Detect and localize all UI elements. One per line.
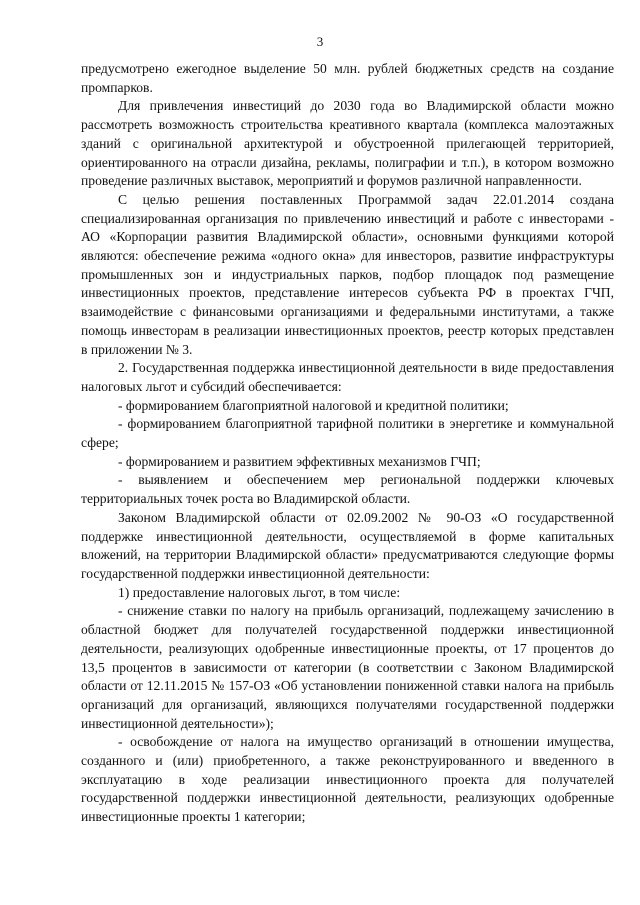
paragraph: 2. Государственная поддержка инвестиционной деятельности в виде предоставления налоговых льгот и субсидий обеспечивается: xyxy=(81,360,614,394)
paragraph: - снижение ставки по налогу на прибыль организаций, подлежащему зачислению в областной бюджет для получателей государственной поддержки инвестиционной деятельности, реализующих одобренные инвестиционные проекты, от 17 процентов до 13,5 процентов в зависимости от категории (в соответствии с Законом Владимирской области от 12.11.2015 № 157-ОЗ «Об установлении пониженной ставки налога на прибыль организаций для организаций, являющихся получателями государственной поддержки инвестиционной деятельности»); xyxy=(81,603,614,731)
paragraph: - выявлением и обеспечением мер региональной поддержки ключевых территориальных точек роста во Владимирской области. xyxy=(81,472,614,507)
paragraph: предусмотрено ежегодное выделение 50 млн. рублей бюджетных средств на создание промпарков. xyxy=(81,61,614,95)
paragraph: 1) предоставление налоговых льгот, в том числе: xyxy=(118,584,401,600)
paragraph: - формированием благоприятной тарифной политики в энергетике и коммунальной сфере; xyxy=(81,416,614,451)
paragraph: - формированием и развитием эффективных механизмов ГЧП; xyxy=(118,453,481,469)
paragraph: С целью решения поставленных Программой задач 22.01.2014 создана специализированная организация по привлечению инвестиций и работе с инвесторами - АО «Корпорации развития Владимирской области», основными функциями которой являются: обеспечение режима «одного окна» для инвесторов, развитие инфраструктуры промышленных зон и индустриальных парков, подбор площадок под размещение инвестиционных проектов, представление интересов субъекта РФ в проектах ГЧП, взаимодействие с финансовыми организациями и федеральными институтами, а также помощь инвесторам в реализации инвестиционных проектов, реестр которых представлен в приложении № 3. xyxy=(81,191,614,357)
paragraph: Для привлечения инвестиций до 2030 года во Владимирской области можно рассмотреть возможность строительства креативного квартала (комплекса малоэтажных зданий с оригинальной архитектурой и обустроенной прилегающей территорией, ориентированного на отрасли дизайна, рекламы, полиграфии и т.п.), в котором возможно проведение различных выставок, мероприятий и форумов различной направленности. xyxy=(81,98,614,189)
paragraph: - формированием благоприятной налоговой и кредитной политики; xyxy=(118,397,509,413)
page-number: 3 xyxy=(316,34,324,49)
paragraph: - освобождение от налога на имущество организаций в отношении имущества, созданного и (или) приобретенного, а также реконструированного и введенного в эксплуатацию в ходе реализации инвестиционного проекта для получателей государственной поддержки инвестиционной деятельности, реализующих одобренные инвестиционные проекты 1 категории; xyxy=(81,734,614,825)
text-body xyxy=(81,60,614,827)
paragraph: Законом Владимирской области от 02.09.2002 № 90-ОЗ «О государственной поддержке инвестиционной деятельности, осуществляемой в форме капитальных вложений, на территории Владимирской области» предусматриваются следующие формы государственной поддержки инвестиционной деятельности: xyxy=(81,509,614,581)
